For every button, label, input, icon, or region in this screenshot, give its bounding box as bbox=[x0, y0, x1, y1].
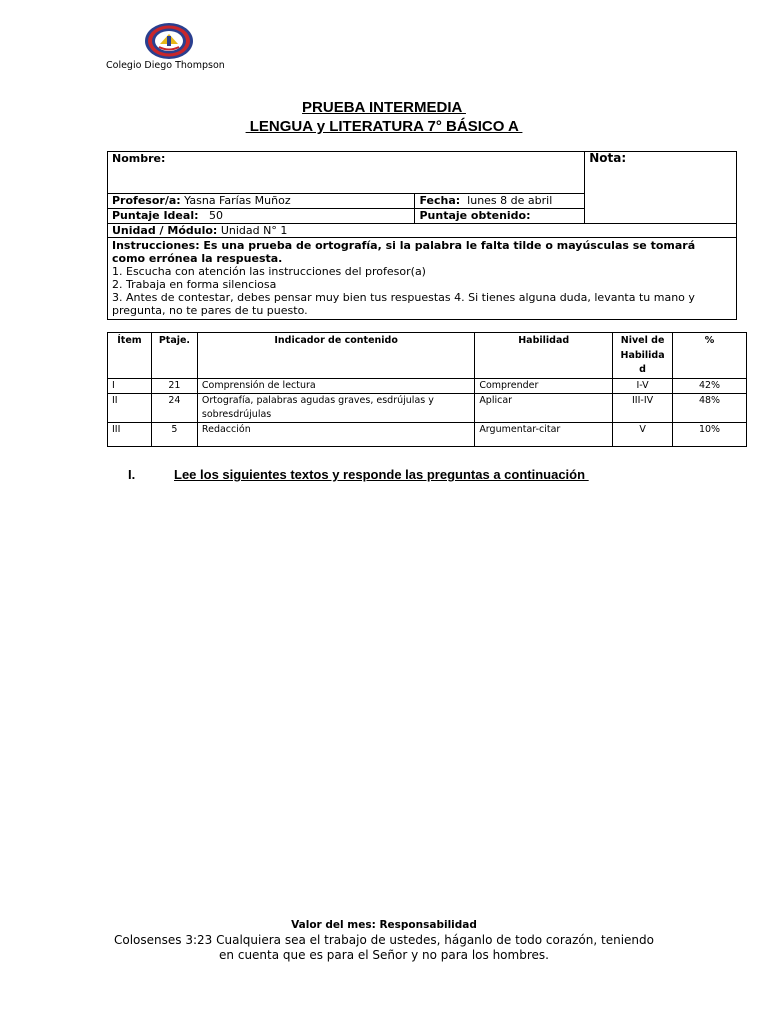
grade-field[interactable] bbox=[585, 152, 737, 224]
ideal-score-field bbox=[108, 209, 415, 224]
header-level: Nivel de Habilida d bbox=[613, 333, 673, 379]
instructions bbox=[108, 238, 737, 320]
exam-title: PRUEBA INTERMEDIA bbox=[302, 99, 466, 116]
exam-subject: LENGUA y LITERATURA 7° BÁSICO A bbox=[245, 118, 523, 135]
date-label: Fecha: bbox=[419, 194, 461, 207]
unit-label: Unidad / Módulo: bbox=[112, 224, 218, 237]
unit-field bbox=[108, 224, 737, 238]
cell-indicator: Redacción bbox=[197, 422, 474, 446]
cell-percent: 42% bbox=[673, 378, 747, 393]
ideal-score-value: 50 bbox=[198, 209, 223, 222]
school-crest-icon bbox=[144, 22, 194, 60]
monthly-value: Valor del mes: Responsabilidad bbox=[291, 919, 477, 931]
verse-line-1: Colosenses 3:23 Cualquiera sea el trabajo de ustedes, háganlo de todo corazón, teniendo bbox=[114, 933, 654, 947]
teacher-value: Yasna Farías Muñoz bbox=[180, 194, 291, 207]
name-field[interactable] bbox=[108, 152, 585, 194]
cell-score: 21 bbox=[151, 378, 197, 393]
table-header-row bbox=[108, 333, 747, 379]
cell-level: I-V bbox=[613, 378, 673, 393]
grade-label: Nota: bbox=[589, 151, 627, 165]
cell-skill: Comprender bbox=[475, 378, 613, 393]
table-row bbox=[108, 378, 747, 393]
cell-item: I bbox=[108, 378, 152, 393]
header-skill: Habilidad bbox=[475, 333, 613, 379]
cell-level: V bbox=[613, 422, 673, 446]
cell-item: II bbox=[108, 393, 152, 422]
cell-percent: 48% bbox=[673, 393, 747, 422]
cell-indicator: Comprensión de lectura bbox=[197, 378, 474, 393]
date-field bbox=[415, 194, 585, 209]
cell-item: III bbox=[108, 422, 152, 446]
obtained-score-label: Puntaje obtenido: bbox=[419, 209, 531, 222]
section-number: I. bbox=[128, 467, 136, 482]
table-row bbox=[108, 422, 747, 446]
school-name: Colegio Diego Thompson bbox=[106, 60, 225, 71]
unit-value: Unidad N° 1 bbox=[217, 224, 288, 237]
header-score: Ptaje. bbox=[151, 333, 197, 379]
instructions-heading: Instrucciones: Es una prueba de ortografía, si la palabra le falta tilde o mayúsculas se tomará como errónea la respuesta. bbox=[112, 239, 696, 265]
cell-indicator: Ortografía, palabras agudas graves, esdrújulas y sobresdrújulas bbox=[197, 393, 474, 422]
date-value: lunes 8 de abril bbox=[460, 194, 553, 207]
teacher-label: Profesor/a: bbox=[112, 194, 181, 207]
table-row bbox=[108, 393, 747, 422]
obtained-score-field[interactable] bbox=[415, 209, 585, 224]
header-item: Ítem bbox=[108, 333, 152, 379]
cell-percent: 10% bbox=[673, 422, 747, 446]
section-heading bbox=[128, 467, 589, 482]
student-info-table bbox=[107, 151, 737, 320]
content-spec-table bbox=[107, 332, 747, 447]
cell-skill: Argumentar-citar bbox=[475, 422, 613, 446]
instruction-1: 1. Escucha con atención las instrucciones del profesor(a) bbox=[112, 265, 426, 278]
instruction-3: 3. Antes de contestar, debes pensar muy bien tus respuestas 4. Si tienes alguna duda, levanta tu mano y pregunta, no te pares de tu puesto. bbox=[112, 291, 695, 317]
header-percent: % bbox=[673, 333, 747, 379]
cell-score: 5 bbox=[151, 422, 197, 446]
cell-score: 24 bbox=[151, 393, 197, 422]
instruction-2: 2. Trabaja en forma silenciosa bbox=[112, 278, 277, 291]
section-text: Lee los siguientes textos y responde las preguntas a continuación bbox=[174, 467, 589, 482]
school-logo bbox=[104, 22, 234, 74]
cell-level: III-IV bbox=[613, 393, 673, 422]
cell-skill: Aplicar bbox=[475, 393, 613, 422]
bible-verse bbox=[0, 933, 768, 963]
teacher-field bbox=[108, 194, 415, 209]
name-label: Nombre: bbox=[112, 152, 166, 165]
ideal-score-label: Puntaje Ideal: bbox=[112, 209, 199, 222]
verse-line-2: en cuenta que es para el Señor y no para los hombres. bbox=[219, 948, 549, 962]
header-indicator: Indicador de contenido bbox=[197, 333, 474, 379]
